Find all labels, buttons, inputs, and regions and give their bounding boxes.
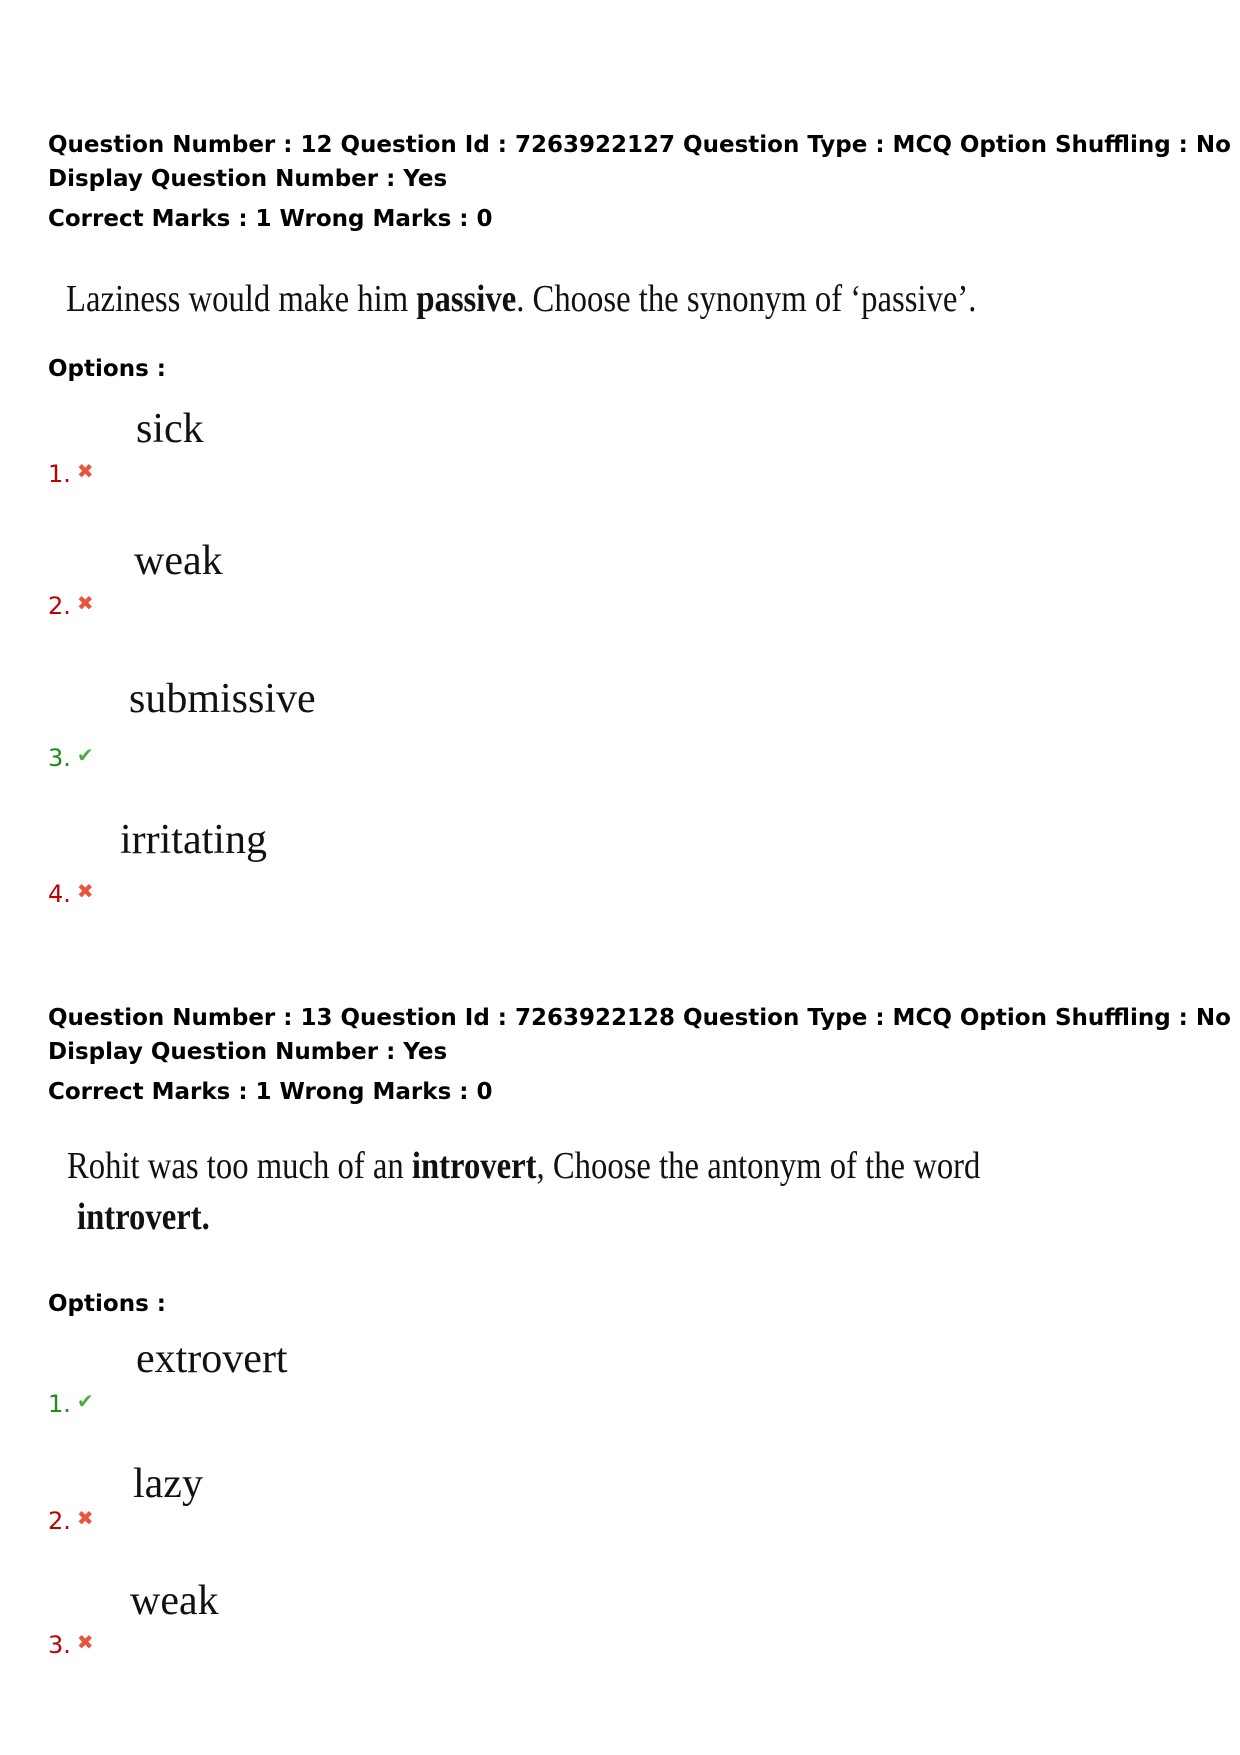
- question-text-part: Rohit was too much of an: [67, 1145, 412, 1187]
- question-keyword: passive: [416, 278, 517, 320]
- display-question-number: Display Question Number : Yes: [48, 1039, 448, 1065]
- option-text: weak: [130, 1578, 219, 1624]
- cross-icon: ✖: [76, 1630, 94, 1654]
- question-text-line2: [77, 1192, 210, 1242]
- cross-icon: ✖: [76, 1506, 94, 1530]
- cross-icon: ✖: [76, 591, 94, 615]
- options-label: Options :: [48, 1291, 166, 1317]
- question-text-part: , Choose the antonym of the word: [536, 1145, 981, 1187]
- option-text: sick: [136, 406, 204, 452]
- option-text: lazy: [133, 1461, 203, 1507]
- option-number: 1. ✖: [48, 456, 94, 489]
- option-text: extrovert: [136, 1336, 288, 1382]
- option-number: 1. ✔: [48, 1386, 94, 1419]
- option-number: 3. ✖: [48, 1627, 94, 1660]
- cross-icon: ✖: [76, 459, 94, 483]
- question-text: [66, 274, 976, 324]
- option-text: weak: [134, 538, 223, 584]
- question-text: [67, 1141, 980, 1191]
- option-number: 2. ✖: [48, 1503, 94, 1536]
- display-question-number: Display Question Number : Yes: [48, 166, 448, 192]
- option-number: 4. ✖: [48, 876, 94, 909]
- question-text-part: Laziness would make him: [66, 278, 417, 320]
- check-icon: ✔: [76, 743, 94, 767]
- question-keyword: introvert: [411, 1145, 537, 1187]
- question-meta-line: Question Number : 13 Question Id : 7263922128 Question Type : MCQ Option Shuffling : No: [48, 1005, 1231, 1031]
- option-number: 3. ✔: [48, 740, 94, 773]
- option-number: 2. ✖: [48, 588, 94, 621]
- options-label: Options :: [48, 356, 166, 382]
- marks-line: Correct Marks : 1 Wrong Marks : 0: [48, 206, 493, 232]
- marks-line: Correct Marks : 1 Wrong Marks : 0: [48, 1079, 493, 1105]
- option-text: irritating: [120, 817, 267, 863]
- option-text: submissive: [129, 676, 316, 722]
- question-text-part: . Choose the synonym of ‘passive’.: [516, 278, 977, 320]
- check-icon: ✔: [76, 1389, 94, 1413]
- cross-icon: ✖: [76, 879, 94, 903]
- question-keyword: introvert.: [77, 1196, 210, 1238]
- question-meta-line: Question Number : 12 Question Id : 7263922127 Question Type : MCQ Option Shuffling : No: [48, 132, 1231, 158]
